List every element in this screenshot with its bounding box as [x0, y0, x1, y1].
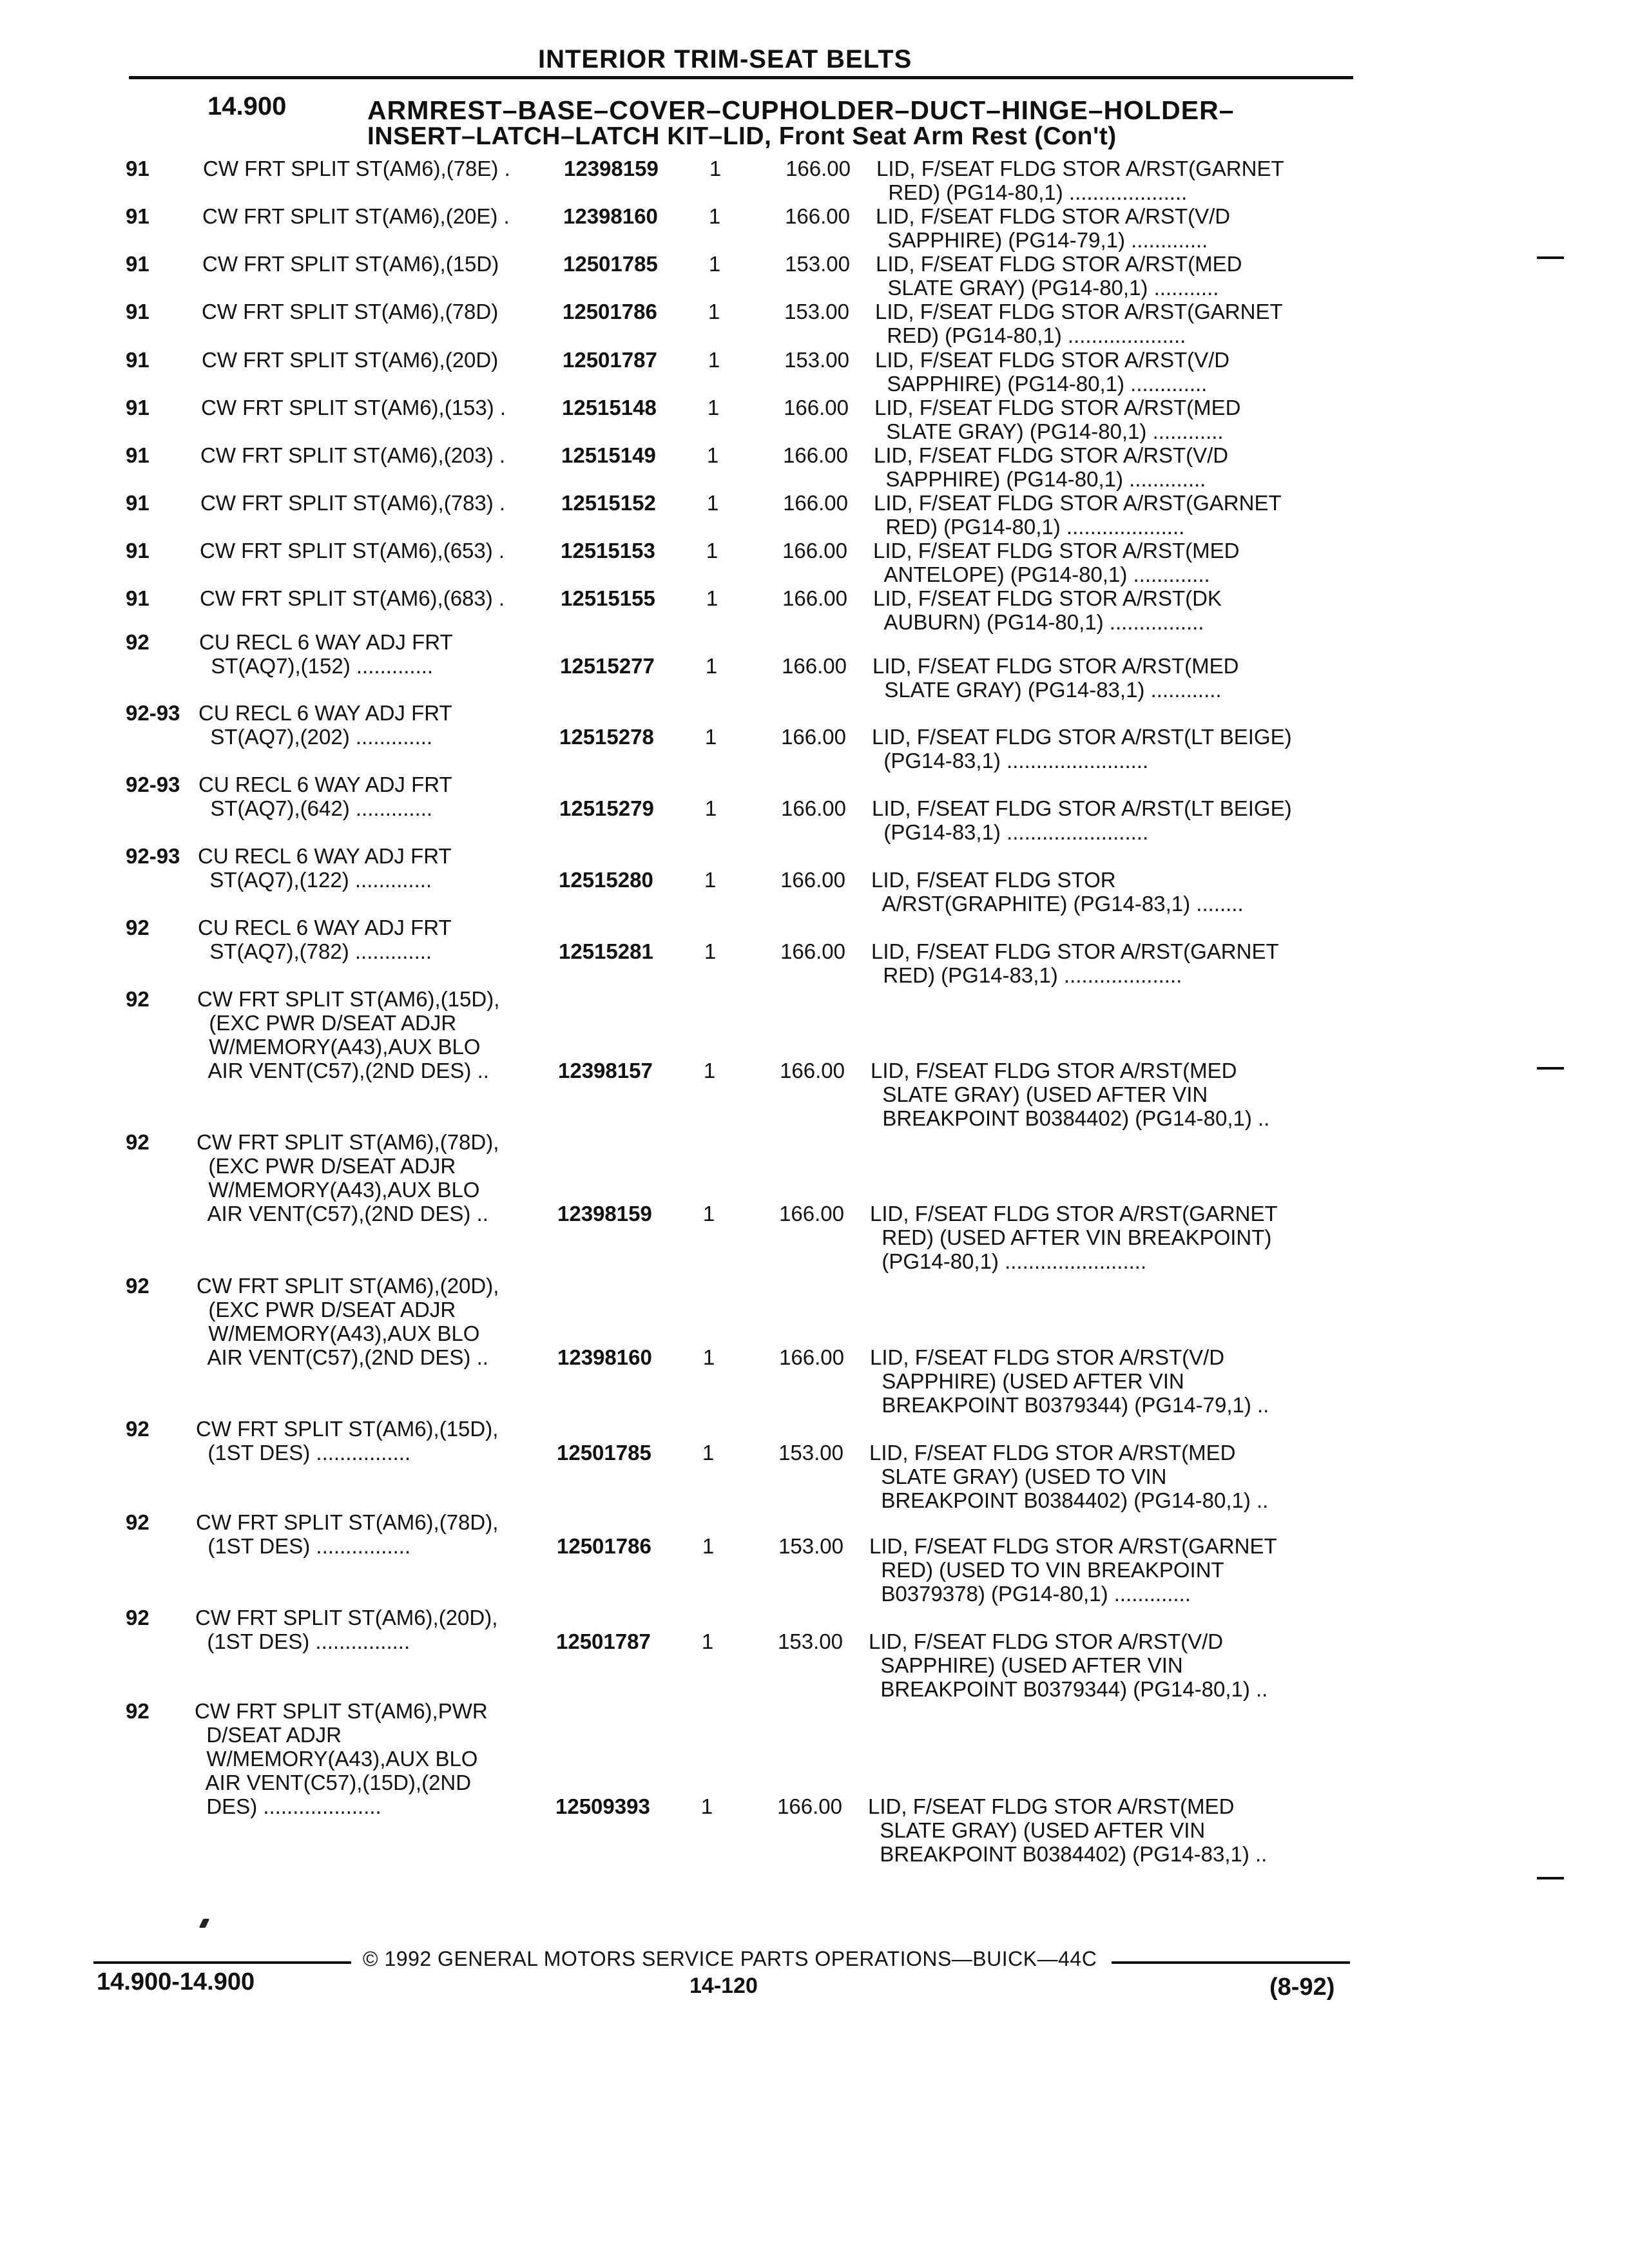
part-note: LID, F/SEAT FLDG STOR A/RST(MED SLATE GRAY) (USED TO VIN BREAKPOINT B0384402) (PG14-80,1) .. — [869, 1441, 1269, 1512]
part-description: CW FRT SPLIT ST(AM6),(15D), (1ST DES) ................ — [196, 1417, 499, 1465]
part-number: 12501787 — [556, 1629, 651, 1653]
part-number: 12509393 — [555, 1794, 650, 1818]
part-description: CU RECL 6 WAY ADJ FRT ST(AQ7),(782) ............. — [198, 916, 452, 963]
part-description: CW FRT SPLIT ST(AM6),(78D), (EXC PWR D/SEAT ADJR W/MEMORY(A43),AUX BLO AIR VENT(C57),(2ND DES) .. — [197, 1130, 499, 1225]
price: 166.00 — [780, 1059, 845, 1082]
footer-section-range: 14.900-14.900 — [97, 1968, 255, 1995]
margin-dash — [1537, 1067, 1564, 1070]
part-note: LID, F/SEAT FLDG STOR A/RST(V/D SAPPHIRE) (PG14-79,1) ............. — [876, 204, 1231, 252]
part-number: 12501787 — [563, 348, 657, 372]
price: 166.00 — [785, 204, 850, 228]
section-number: 14.900 — [207, 92, 287, 120]
part-number: 12515281 — [559, 939, 653, 963]
part-note: LID, F/SEAT FLDG STOR A/RST(MED SLATE GRAY) (USED AFTER VIN BREAKPOINT B0384402) (PG14-80,1) .. — [871, 1059, 1270, 1130]
ref-number: 91 — [126, 300, 149, 323]
price: 153.00 — [778, 1441, 843, 1465]
ref-number: 92 — [126, 1606, 149, 1629]
footer-page-number: 14-120 — [689, 1974, 758, 1998]
quantity: 1 — [702, 1202, 715, 1225]
part-note: LID, F/SEAT FLDG STOR A/RST(DK AUBURN) (PG14-80,1) ................ — [873, 586, 1222, 634]
quantity: 1 — [708, 348, 720, 372]
part-number: 12501785 — [563, 252, 658, 276]
quantity: 1 — [702, 1441, 715, 1465]
footer-rule-left — [93, 1961, 351, 1964]
part-note: LID, F/SEAT FLDG STOR A/RST(MED SLATE GRAY) (PG14-83,1) ............ — [872, 654, 1239, 702]
part-description: CW FRT SPLIT ST(AM6),(20D), (1ST DES) ................ — [195, 1606, 498, 1653]
ref-number: 92 — [126, 1417, 149, 1441]
quantity: 1 — [703, 1059, 716, 1082]
footer-copyright: © 1992 GENERAL MOTORS SERVICE PARTS OPERATIONS—BUICK—44C — [363, 1947, 1097, 1970]
price: 153.00 — [785, 252, 850, 276]
quantity: 1 — [706, 539, 718, 562]
price: 153.00 — [784, 348, 849, 372]
ref-number: 91 — [126, 586, 149, 610]
part-description: CW FRT SPLIT ST(AM6),(20D) — [202, 348, 499, 372]
quantity: 1 — [704, 796, 717, 820]
quantity: 1 — [708, 252, 721, 276]
price: 153.00 — [778, 1629, 843, 1653]
part-note: LID, F/SEAT FLDG STOR A/RST(GARNET RED) (PG14-83,1) .................... — [871, 939, 1279, 987]
price: 166.00 — [782, 586, 847, 610]
part-note: LID, F/SEAT FLDG STOR A/RST(LT BEIGE) (PG14-83,1) ........................ — [872, 796, 1292, 844]
ref-number: 91 — [126, 443, 149, 467]
price: 166.00 — [783, 491, 848, 515]
part-description: CW FRT SPLIT ST(AM6),(203) . — [200, 443, 506, 467]
price: 166.00 — [777, 1794, 842, 1818]
part-note: LID, F/SEAT FLDG STOR A/RST(V/D SAPPHIRE) (PG14-80,1) ............. — [875, 348, 1230, 396]
footer-rule-right — [1112, 1961, 1350, 1964]
part-number: 12501786 — [563, 300, 657, 323]
ref-number: 92-93 — [126, 701, 180, 725]
part-note: LID, F/SEAT FLDG STOR A/RST(GARNET RED) (USED AFTER VIN BREAKPOINT) (PG14-80,1) ........................ — [870, 1202, 1278, 1273]
part-number: 12501786 — [557, 1534, 651, 1558]
price: 166.00 — [780, 868, 845, 892]
ref-number: 91 — [126, 157, 149, 180]
price: 166.00 — [783, 443, 848, 467]
part-number: 12398159 — [557, 1202, 652, 1225]
part-note: LID, F/SEAT FLDG STOR A/RST(GARNET RED) (PG14-80,1) .................... — [874, 491, 1282, 539]
part-number: 12515149 — [561, 443, 656, 467]
part-note: LID, F/SEAT FLDG STOR A/RST(MED SLATE GRAY) (USED AFTER VIN BREAKPOINT B0384402) (PG14-83,1) .. — [868, 1794, 1268, 1866]
ref-number: 92 — [126, 630, 149, 654]
quantity: 1 — [702, 1534, 715, 1558]
ref-number: 92 — [126, 1130, 149, 1154]
price: 166.00 — [780, 939, 845, 963]
part-description: CW FRT SPLIT ST(AM6),(783) . — [200, 491, 506, 515]
part-description: CW FRT SPLIT ST(AM6),(20E) . — [202, 204, 510, 228]
price: 153.00 — [778, 1534, 843, 1558]
part-number: 12515148 — [562, 396, 657, 419]
price: 166.00 — [784, 396, 849, 419]
part-description: CW FRT SPLIT ST(AM6),(683) . — [200, 586, 505, 610]
quantity: 1 — [700, 1794, 713, 1818]
quantity: 1 — [704, 868, 717, 892]
quantity: 1 — [708, 204, 721, 228]
quantity: 1 — [705, 654, 718, 678]
part-note: LID, F/SEAT FLDG STOR A/RST(GRAPHITE) (PG14-83,1) ........ — [871, 868, 1244, 916]
ref-number: 91 — [126, 348, 149, 372]
part-note: LID, F/SEAT FLDG STOR A/RST(V/D SAPPHIRE) (USED AFTER VIN BREAKPOINT B0379344) (PG14-79,1) .. — [870, 1345, 1269, 1417]
part-number: 12515280 — [559, 868, 653, 892]
margin-dash — [1537, 1877, 1564, 1879]
price: 166.00 — [781, 796, 846, 820]
part-number: 12398157 — [558, 1059, 653, 1082]
part-description: CW FRT SPLIT ST(AM6),(15D) — [202, 252, 499, 276]
ref-number: 91 — [126, 204, 149, 228]
margin-dash — [1537, 256, 1564, 259]
price: 166.00 — [786, 157, 851, 180]
part-note: LID, F/SEAT FLDG STOR A/RST(GARNET RED) (USED TO VIN BREAKPOINT B0379378) (PG14-80,1) ............. — [869, 1534, 1277, 1606]
quantity: 1 — [704, 725, 717, 749]
quantity: 1 — [706, 586, 718, 610]
part-description: CW FRT SPLIT ST(AM6),(15D), (EXC PWR D/SEAT ADJR W/MEMORY(A43),AUX BLO AIR VENT(C57),(2ND DES) .. — [197, 987, 500, 1082]
price: 166.00 — [779, 1345, 844, 1369]
ref-number: 91 — [126, 396, 149, 419]
footer-date: (8-92) — [1269, 1974, 1335, 2001]
quantity: 1 — [709, 157, 722, 180]
part-number: 12398159 — [564, 157, 659, 180]
part-number: 12515277 — [560, 654, 655, 678]
part-number: 12515155 — [561, 586, 655, 610]
quantity: 1 — [706, 491, 719, 515]
part-description: CU RECL 6 WAY ADJ FRT ST(AQ7),(642) ............. — [198, 773, 452, 820]
ref-number: 92 — [126, 916, 149, 939]
quantity: 1 — [708, 300, 720, 323]
part-description: CU RECL 6 WAY ADJ FRT ST(AQ7),(122) ............. — [198, 844, 452, 892]
part-description: CU RECL 6 WAY ADJ FRT ST(AQ7),(202) ............. — [198, 701, 452, 749]
quantity: 1 — [707, 396, 720, 419]
ref-number: 92 — [126, 987, 149, 1011]
ref-number: 92-93 — [126, 773, 180, 796]
part-description: CW FRT SPLIT ST(AM6),PWR D/SEAT ADJR W/MEMORY(A43),AUX BLO AIR VENT(C57),(15D),(2ND DES) .................... — [195, 1699, 488, 1818]
part-note: LID, F/SEAT FLDG STOR A/RST(MED SLATE GRAY) (PG14-80,1) ............ — [874, 396, 1241, 443]
part-description: CW FRT SPLIT ST(AM6),(78D) — [202, 300, 499, 323]
quantity: 1 — [706, 443, 719, 467]
ref-number: 91 — [126, 491, 149, 515]
page-header-title: INTERIOR TRIM-SEAT BELTS — [538, 45, 912, 73]
part-description: CU RECL 6 WAY ADJ FRT ST(AQ7),(152) ............. — [199, 630, 453, 678]
part-note: LID, F/SEAT FLDG STOR A/RST(MED SLATE GRAY) (PG14-80,1) ........... — [876, 252, 1242, 300]
part-number: 12515279 — [559, 796, 654, 820]
price: 153.00 — [784, 300, 849, 323]
part-note: LID, F/SEAT FLDG STOR A/RST(GARNET RED) (PG14-80,1) .................... — [875, 300, 1283, 347]
price: 166.00 — [779, 1202, 844, 1225]
ref-number: 91 — [126, 539, 149, 562]
part-note: LID, F/SEAT FLDG STOR A/RST(V/D SAPPHIRE) (USED AFTER VIN BREAKPOINT B0379344) (PG14-80,1) .. — [869, 1629, 1268, 1701]
quantity: 1 — [702, 1345, 715, 1369]
price: 166.00 — [782, 654, 847, 678]
ref-number: 91 — [126, 252, 149, 276]
part-note: LID, F/SEAT FLDG STOR A/RST(MED ANTELOPE) (PG14-80,1) ............. — [873, 539, 1240, 586]
quantity: 1 — [704, 939, 717, 963]
quantity: 1 — [701, 1629, 714, 1653]
part-note: LID, F/SEAT FLDG STOR A/RST(LT BEIGE) (PG14-83,1) ........................ — [872, 725, 1292, 773]
part-note: LID, F/SEAT FLDG STOR A/RST(V/D SAPPHIRE) (PG14-80,1) ............. — [874, 443, 1229, 491]
section-title-line-2: INSERT–LATCH–LATCH KIT–LID, Front Seat Arm Rest (Con't) — [367, 122, 1117, 150]
part-description: CW FRT SPLIT ST(AM6),(78E) . — [203, 157, 510, 180]
part-description: CW FRT SPLIT ST(AM6),(153) . — [201, 396, 506, 419]
part-number: 12398160 — [557, 1345, 652, 1369]
part-description: CW FRT SPLIT ST(AM6),(78D), (1ST DES) ................ — [196, 1510, 499, 1558]
part-number: 12501785 — [557, 1441, 651, 1465]
part-number: 12515153 — [561, 539, 655, 562]
ref-number: 92 — [126, 1274, 149, 1298]
part-note: LID, F/SEAT FLDG STOR A/RST(GARNET RED) (PG14-80,1) .................... — [876, 157, 1284, 204]
ref-number: 92 — [126, 1510, 149, 1534]
part-description: CW FRT SPLIT ST(AM6),(20D), (EXC PWR D/SEAT ADJR W/MEMORY(A43),AUX BLO AIR VENT(C57),(2ND DES) .. — [197, 1274, 499, 1369]
price: 166.00 — [781, 725, 846, 749]
price: 166.00 — [782, 539, 847, 562]
part-number: 12515152 — [561, 491, 656, 515]
part-number: 12515278 — [559, 725, 654, 749]
part-description: CW FRT SPLIT ST(AM6),(653) . — [200, 539, 505, 562]
ref-number: 92-93 — [126, 844, 180, 868]
ref-number: 92 — [126, 1699, 149, 1723]
section-title-line-1: ARMREST–BASE–COVER–CUPHOLDER–DUCT–HINGE–HOLDER– — [367, 95, 1235, 125]
part-number: 12398160 — [563, 204, 658, 228]
